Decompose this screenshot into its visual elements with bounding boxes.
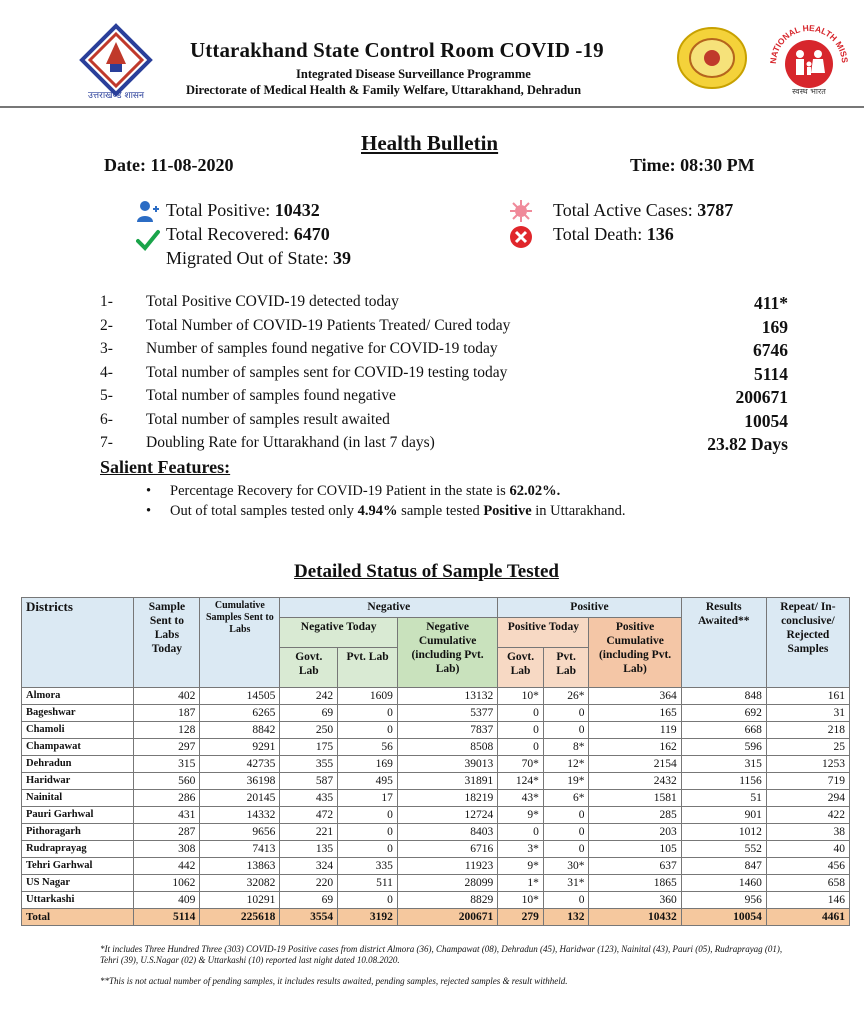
table-cell: 169 xyxy=(338,756,398,773)
district-cell: Dehradun xyxy=(22,756,134,773)
table-cell: 1* xyxy=(498,875,544,892)
table-cell: 668 xyxy=(681,722,766,739)
table-cell: 0 xyxy=(338,892,398,909)
table-cell: 637 xyxy=(589,858,681,875)
table-cell: 51 xyxy=(681,790,766,807)
table-cell: 552 xyxy=(681,841,766,858)
table-cell: 0 xyxy=(338,705,398,722)
table-cell: 1253 xyxy=(766,756,849,773)
table-cell: 14505 xyxy=(200,688,280,705)
indicator-label: Total number of samples sent for COVID-19 testing today xyxy=(146,363,508,381)
table-cell: 2154 xyxy=(589,756,681,773)
district-cell: Pauri Garhwal xyxy=(22,807,134,824)
footnote-positive-breakdown: *It includes Three Hundred Three (303) COVID-19 Positive cases from district Almora (36), Champawat (08), Dehradun (45), Haridwar (123), Nainital (43), Pauri (05), Rudraprayag (01), Tehri (39), U.S.Nagar (02) & Uttarkashi (10) reported last night dated 10.08.2020. xyxy=(100,944,783,965)
col-negative: Negative xyxy=(280,598,498,618)
bullet-text: in Uttarakhand. xyxy=(531,503,626,519)
table-cell: 8* xyxy=(543,739,589,756)
table-cell: 335 xyxy=(338,858,398,875)
table-cell: 28099 xyxy=(397,875,497,892)
col-neg-pvt-lab: Pvt. Lab xyxy=(338,648,398,688)
table-cell: 19* xyxy=(543,773,589,790)
indicator-label: Doubling Rate for Uttarakhand (in last 7 days) xyxy=(146,434,435,451)
indicator-row xyxy=(100,434,800,458)
total-active xyxy=(553,200,733,221)
table-cell: 220 xyxy=(280,875,338,892)
district-cell: Champawat xyxy=(22,739,134,756)
indicator-row xyxy=(100,293,800,317)
indicator-list xyxy=(100,293,800,458)
table-cell: 10* xyxy=(498,892,544,909)
table-cell: 435 xyxy=(280,790,338,807)
table-row xyxy=(22,756,850,773)
bulletin-date: Date: 11-08-2020 xyxy=(104,155,234,175)
bullet-emphasis: Positive xyxy=(483,503,532,519)
table-cell: 495 xyxy=(338,773,398,790)
table-cell: 12724 xyxy=(397,807,497,824)
district-cell: Pithoragarh xyxy=(22,824,134,841)
table-cell: 18219 xyxy=(397,790,497,807)
total-recovered-label: Total Recovered: xyxy=(166,224,294,244)
indicator-index: 7- xyxy=(100,434,113,451)
district-cell: Uttarkashi xyxy=(22,892,134,909)
migrated-value: 39 xyxy=(332,248,351,268)
table-cell: 43* xyxy=(498,790,544,807)
district-cell: Tehri Garhwal xyxy=(22,858,134,875)
table-cell: 38 xyxy=(766,824,849,841)
indicator-value: 411* xyxy=(753,293,788,313)
table-cell: 472 xyxy=(280,807,338,824)
table-cell: 511 xyxy=(338,875,398,892)
table-cell: 9* xyxy=(498,807,544,824)
table-cell: 10* xyxy=(498,688,544,705)
table-cell: 0 xyxy=(338,841,398,858)
table-cell: 31891 xyxy=(397,773,497,790)
indicator-row xyxy=(100,387,800,411)
table-cell: 7413 xyxy=(200,841,280,858)
table-cell: 719 xyxy=(766,773,849,790)
programme-subtitle: Integrated Disease Surveillance Programme xyxy=(296,67,531,81)
table-cell: 12* xyxy=(543,756,589,773)
table-cell: 132 xyxy=(543,909,589,926)
table-row xyxy=(22,824,850,841)
table-cell: 9656 xyxy=(200,824,280,841)
status-table xyxy=(21,597,850,926)
table-cell: 297 xyxy=(134,739,200,756)
table-row xyxy=(22,722,850,739)
table-row xyxy=(22,739,850,756)
table-cell: 596 xyxy=(681,739,766,756)
table-cell: 20145 xyxy=(200,790,280,807)
table-cell: 658 xyxy=(766,875,849,892)
table-cell: 0 xyxy=(498,739,544,756)
table-cell: 105 xyxy=(589,841,681,858)
table-row xyxy=(22,875,850,892)
table-cell: 6* xyxy=(543,790,589,807)
table-cell: 901 xyxy=(681,807,766,824)
virus-icon xyxy=(509,199,533,228)
table-cell: 250 xyxy=(280,722,338,739)
table-cell: 162 xyxy=(589,739,681,756)
table-cell: 14332 xyxy=(200,807,280,824)
table-cell: 1609 xyxy=(338,688,398,705)
table-cell: 161 xyxy=(766,688,849,705)
table-row xyxy=(22,807,850,824)
table-cell: 279 xyxy=(498,909,544,926)
table-cell: 0 xyxy=(543,705,589,722)
indicator-index: 5- xyxy=(100,387,113,404)
footnote-pending-samples: **This is not actual number of pending samples, it includes results awaited, pending samples, rejected samples & result withheld. xyxy=(100,976,568,986)
table-cell: 40 xyxy=(766,841,849,858)
table-cell: 0 xyxy=(498,722,544,739)
table-cell: 10291 xyxy=(200,892,280,909)
total-recovered-value: 6470 xyxy=(293,224,330,244)
table-cell: 8829 xyxy=(397,892,497,909)
col-results-awaited: Results Awaited** xyxy=(681,598,766,688)
table-cell: 360 xyxy=(589,892,681,909)
table-cell: 294 xyxy=(766,790,849,807)
table-cell: 11923 xyxy=(397,858,497,875)
table-cell: 308 xyxy=(134,841,200,858)
nhm-logo xyxy=(764,18,854,98)
migrated-label: Migrated Out of State: xyxy=(166,248,333,268)
table-cell: 1581 xyxy=(589,790,681,807)
table-cell: 25 xyxy=(766,739,849,756)
table-cell: 1460 xyxy=(681,875,766,892)
table-cell: 0 xyxy=(543,892,589,909)
table-cell: 32082 xyxy=(200,875,280,892)
table-cell: 956 xyxy=(681,892,766,909)
table-cell: 13132 xyxy=(397,688,497,705)
sample-status-table xyxy=(21,597,850,926)
table-cell: 3192 xyxy=(338,909,398,926)
table-cell: 6716 xyxy=(397,841,497,858)
total-positive-label: Total Positive: xyxy=(166,200,275,220)
salient-bullet-positivity xyxy=(146,503,625,520)
bullet-text: sample tested xyxy=(397,503,484,519)
col-sample-sent: Sample Sent to Labs Today xyxy=(134,598,200,688)
bullet-text: Percentage Recovery for COVID-19 Patient in the state is xyxy=(170,483,510,499)
table-cell: 0 xyxy=(543,824,589,841)
district-cell: Chamoli xyxy=(22,722,134,739)
table-cell: 9* xyxy=(498,858,544,875)
table-cell: 6265 xyxy=(200,705,280,722)
nhm-logo-text: NATIONAL HEALTH MISS xyxy=(767,22,851,65)
table-cell: 0 xyxy=(338,722,398,739)
table-cell: 364 xyxy=(589,688,681,705)
table-cell: 17 xyxy=(338,790,398,807)
bullet-value: 4.94% xyxy=(357,503,398,519)
table-row xyxy=(22,705,850,722)
table-cell: 315 xyxy=(134,756,200,773)
header-divider xyxy=(0,106,864,108)
add-person-icon xyxy=(136,199,160,228)
table-cell: 1865 xyxy=(589,875,681,892)
table-cell: 42735 xyxy=(200,756,280,773)
total-recovered xyxy=(166,224,330,245)
col-negative-today: Negative Today xyxy=(280,618,398,648)
district-cell: US Nagar xyxy=(22,875,134,892)
table-row xyxy=(22,773,850,790)
indicator-value: 23.82 Days xyxy=(707,434,788,454)
table-cell: 8842 xyxy=(200,722,280,739)
table-cell: 203 xyxy=(589,824,681,841)
table-cell: 324 xyxy=(280,858,338,875)
indicator-label: Number of samples found negative for COVID-19 today xyxy=(146,340,498,357)
total-positive-value: 10432 xyxy=(274,200,320,220)
col-negative-cumulative: Negative Cumulative (including Pvt. Lab) xyxy=(397,618,497,688)
indicator-label: Total Positive COVID-19 detected today xyxy=(146,293,399,310)
table-cell: 1012 xyxy=(681,824,766,841)
col-pos-govt-lab: Govt. Lab xyxy=(498,648,544,688)
col-pos-pvt-lab: Pvt. Lab xyxy=(543,648,589,688)
table-cell: 5377 xyxy=(397,705,497,722)
table-cell: 128 xyxy=(134,722,200,739)
table-cell: 3554 xyxy=(280,909,338,926)
table-cell: 422 xyxy=(766,807,849,824)
total-active-label: Total Active Cases: xyxy=(553,200,698,220)
table-cell: 225618 xyxy=(200,909,280,926)
table-cell: 560 xyxy=(134,773,200,790)
logo-left-caption: उत्तराखण्ड शासन xyxy=(87,91,144,101)
district-cell: Almora xyxy=(22,688,134,705)
table-cell: 402 xyxy=(134,688,200,705)
table-cell: 30* xyxy=(543,858,589,875)
table-cell: 10054 xyxy=(681,909,766,926)
total-death-label: Total Death: xyxy=(553,224,647,244)
table-cell: 26* xyxy=(543,688,589,705)
indicator-row xyxy=(100,411,800,435)
table-total-row xyxy=(22,909,850,926)
col-positive-today: Positive Today xyxy=(498,618,589,648)
total-positive xyxy=(166,200,320,221)
table-cell: 0 xyxy=(543,807,589,824)
table-cell: 587 xyxy=(280,773,338,790)
district-cell: Total xyxy=(22,909,134,926)
indicator-index: 2- xyxy=(100,316,113,334)
district-cell: Rudraprayag xyxy=(22,841,134,858)
district-cell: Bageshwar xyxy=(22,705,134,722)
table-cell: 692 xyxy=(681,705,766,722)
idsp-logo xyxy=(676,26,748,90)
salient-bullet-recovery xyxy=(146,483,560,500)
table-cell: 175 xyxy=(280,739,338,756)
table-cell: 165 xyxy=(589,705,681,722)
table-cell: 2432 xyxy=(589,773,681,790)
table-title: Detailed Status of Sample Tested xyxy=(294,561,559,582)
indicator-value: 6746 xyxy=(753,340,788,360)
indicator-index: 1- xyxy=(100,293,113,310)
indicator-index: 3- xyxy=(100,340,113,357)
table-cell: 0 xyxy=(498,705,544,722)
table-cell: 242 xyxy=(280,688,338,705)
check-icon xyxy=(136,228,160,257)
table-cell: 456 xyxy=(766,858,849,875)
col-cumulative: Cumulative Samples Sent to Labs xyxy=(200,598,280,688)
indicator-value: 169 xyxy=(761,316,788,337)
migrated-out xyxy=(166,248,351,269)
indicator-row xyxy=(100,364,800,388)
indicator-row xyxy=(100,317,800,341)
total-death-value: 136 xyxy=(646,224,674,244)
table-cell: 187 xyxy=(134,705,200,722)
table-cell: 285 xyxy=(589,807,681,824)
table-cell: 5114 xyxy=(134,909,200,926)
indicator-label: Total number of samples result awaited xyxy=(146,410,390,428)
table-cell: 315 xyxy=(681,756,766,773)
total-death xyxy=(553,224,674,245)
table-cell: 69 xyxy=(280,892,338,909)
table-cell: 200671 xyxy=(397,909,497,926)
table-cell: 8508 xyxy=(397,739,497,756)
table-cell: 0 xyxy=(338,807,398,824)
indicator-row xyxy=(100,340,800,364)
table-cell: 442 xyxy=(134,858,200,875)
table-row xyxy=(22,790,850,807)
bulletin-title: Health Bulletin xyxy=(361,131,499,155)
table-cell: 848 xyxy=(681,688,766,705)
table-cell: 0 xyxy=(543,841,589,858)
table-cell: 146 xyxy=(766,892,849,909)
col-districts: Districts xyxy=(22,598,134,688)
nhm-logo-subtext: स्वस्थ भारत xyxy=(792,87,826,96)
table-cell: 8403 xyxy=(397,824,497,841)
district-cell: Nainital xyxy=(22,790,134,807)
table-cell: 287 xyxy=(134,824,200,841)
death-x-icon xyxy=(509,225,533,254)
table-row xyxy=(22,688,850,705)
table-cell: 70* xyxy=(498,756,544,773)
table-cell: 39013 xyxy=(397,756,497,773)
table-cell: 409 xyxy=(134,892,200,909)
table-cell: 0 xyxy=(498,824,544,841)
page-title: Uttarakhand State Control Room COVID -19 xyxy=(190,38,604,62)
table-row xyxy=(22,892,850,909)
bulletin-time: Time: 08:30 PM xyxy=(630,155,755,175)
indicator-label: Total Number of COVID-19 Patients Treated/ Cured today xyxy=(146,316,511,334)
col-positive: Positive xyxy=(498,598,681,618)
col-neg-govt-lab: Govt. Lab xyxy=(280,648,338,688)
table-cell: 124* xyxy=(498,773,544,790)
table-cell: 135 xyxy=(280,841,338,858)
table-cell: 13863 xyxy=(200,858,280,875)
table-cell: 286 xyxy=(134,790,200,807)
table-cell: 355 xyxy=(280,756,338,773)
table-cell: 36198 xyxy=(200,773,280,790)
table-cell: 218 xyxy=(766,722,849,739)
bullet-value: 62.02%. xyxy=(509,483,561,499)
indicator-value: 200671 xyxy=(735,387,788,407)
table-cell: 0 xyxy=(543,722,589,739)
total-active-value: 3787 xyxy=(697,200,734,220)
table-row xyxy=(22,841,850,858)
table-cell: 1156 xyxy=(681,773,766,790)
table-cell: 31* xyxy=(543,875,589,892)
salient-features-heading: Salient Features: xyxy=(100,457,231,477)
table-cell: 3* xyxy=(498,841,544,858)
table-cell: 31 xyxy=(766,705,849,722)
indicator-label: Total number of samples found negative xyxy=(146,387,396,404)
table-cell: 0 xyxy=(338,824,398,841)
directorate-subtitle: Directorate of Medical Health & Family Welfare, Uttarakhand, Dehradun xyxy=(186,83,582,97)
table-cell: 10432 xyxy=(589,909,681,926)
uttarakhand-govt-logo xyxy=(76,20,156,100)
col-repeat: Repeat/ In-conclusive/ Rejected Samples xyxy=(766,598,849,688)
table-cell: 9291 xyxy=(200,739,280,756)
col-positive-cumulative: Positive Cumulative (including Pvt. Lab) xyxy=(589,618,681,688)
table-cell: 7837 xyxy=(397,722,497,739)
district-cell: Haridwar xyxy=(22,773,134,790)
table-cell: 1062 xyxy=(134,875,200,892)
indicator-value: 5114 xyxy=(753,363,788,384)
table-cell: 56 xyxy=(338,739,398,756)
indicator-index: 6- xyxy=(100,410,113,428)
table-cell: 69 xyxy=(280,705,338,722)
indicator-value: 10054 xyxy=(744,410,788,431)
table-cell: 4461 xyxy=(766,909,849,926)
table-row xyxy=(22,858,850,875)
table-cell: 431 xyxy=(134,807,200,824)
table-cell: 221 xyxy=(280,824,338,841)
bullet-text: Out of total samples tested only xyxy=(170,503,358,519)
table-cell: 847 xyxy=(681,858,766,875)
indicator-index: 4- xyxy=(100,363,113,381)
table-cell: 119 xyxy=(589,722,681,739)
